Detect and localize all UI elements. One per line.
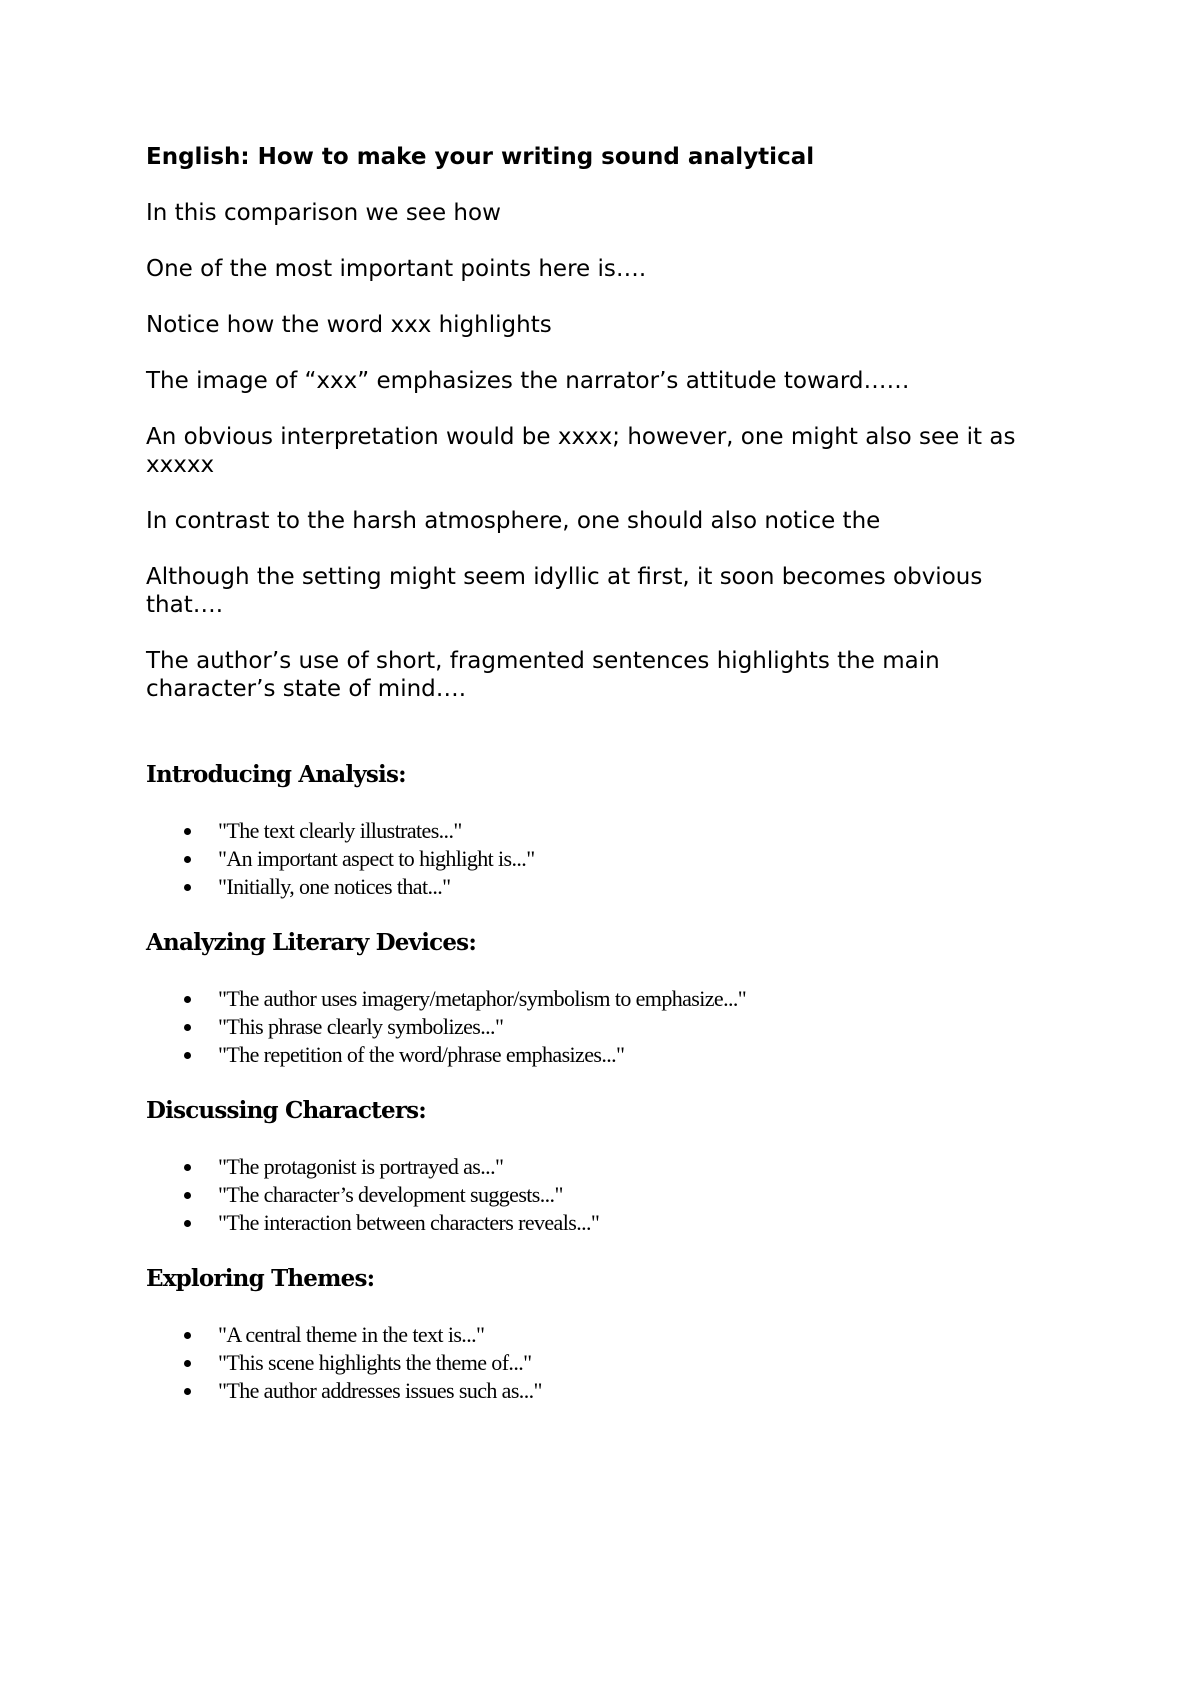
bullet-icon bbox=[184, 856, 191, 863]
list-item-text: "The author addresses issues such as..." bbox=[218, 1378, 542, 1403]
bullet-list-analyzing-literary-devices bbox=[146, 985, 1066, 1069]
list-item-text: "This phrase clearly symbolizes..." bbox=[218, 1014, 504, 1039]
section-heading-introducing-analysis: Introducing Analysis: bbox=[146, 761, 406, 788]
phrase-item: One of the most important points here is…. bbox=[146, 256, 647, 282]
phrase-item: In this comparison we see how bbox=[146, 200, 501, 226]
list-item-text: "This scene highlights the theme of..." bbox=[218, 1350, 532, 1375]
bullet-icon bbox=[184, 1388, 191, 1395]
list-item bbox=[146, 1209, 1066, 1237]
section-heading-exploring-themes: Exploring Themes: bbox=[146, 1265, 375, 1292]
bullet-list-introducing-analysis bbox=[146, 817, 1066, 901]
section-heading-analyzing-literary-devices: Analyzing Literary Devices: bbox=[146, 929, 477, 956]
document-page bbox=[146, 143, 1066, 1433]
list-item bbox=[146, 1377, 1066, 1405]
phrase-item: An obvious interpretation would be xxxx; however, one might also see it as xxxxx bbox=[146, 424, 1016, 478]
phrase-item: The author’s use of short, fragmented sentences highlights the main character’s state of mind…. bbox=[146, 648, 940, 702]
bullet-icon bbox=[184, 1164, 191, 1171]
list-item bbox=[146, 817, 1066, 845]
list-item bbox=[146, 1349, 1066, 1377]
bullet-icon bbox=[184, 884, 191, 891]
list-item-text: "The text clearly illustrates..." bbox=[218, 818, 462, 843]
document-title: English: How to make your writing sound analytical bbox=[146, 144, 815, 170]
bullet-icon bbox=[184, 1024, 191, 1031]
bullet-list-discussing-characters bbox=[146, 1153, 1066, 1237]
bullet-icon bbox=[184, 1220, 191, 1227]
list-item-text: "The protagonist is portrayed as..." bbox=[218, 1154, 504, 1179]
bullet-icon bbox=[184, 1052, 191, 1059]
list-item bbox=[146, 845, 1066, 873]
list-item-text: "The interaction between characters reveals..." bbox=[218, 1210, 600, 1235]
bullet-icon bbox=[184, 1360, 191, 1367]
list-item bbox=[146, 1013, 1066, 1041]
list-item bbox=[146, 985, 1066, 1013]
list-item bbox=[146, 1321, 1066, 1349]
list-item bbox=[146, 1181, 1066, 1209]
list-item bbox=[146, 1153, 1066, 1181]
list-item bbox=[146, 1041, 1066, 1069]
list-item-text: "The author uses imagery/metaphor/symbolism to emphasize..." bbox=[218, 986, 747, 1011]
bullet-icon bbox=[184, 1192, 191, 1199]
list-item bbox=[146, 873, 1066, 901]
section-heading-discussing-characters: Discussing Characters: bbox=[146, 1097, 426, 1124]
list-item-text: "The character’s development suggests..." bbox=[218, 1182, 563, 1207]
list-item-text: "The repetition of the word/phrase emphasizes..." bbox=[218, 1042, 625, 1067]
bullet-icon bbox=[184, 996, 191, 1003]
list-item-text: "An important aspect to highlight is..." bbox=[218, 846, 535, 871]
phrase-item: In contrast to the harsh atmosphere, one should also notice the bbox=[146, 508, 881, 534]
list-item-text: "Initially, one notices that..." bbox=[218, 874, 451, 899]
list-item-text: "A central theme in the text is..." bbox=[218, 1322, 485, 1347]
bullet-icon bbox=[184, 1332, 191, 1339]
section-spacer bbox=[146, 731, 1066, 761]
phrase-item: Notice how the word xxx highlights bbox=[146, 312, 552, 338]
bullet-list-exploring-themes bbox=[146, 1321, 1066, 1405]
phrase-item: The image of “xxx” emphasizes the narrator’s attitude toward…… bbox=[146, 368, 910, 394]
bullet-icon bbox=[184, 828, 191, 835]
phrase-item: Although the setting might seem idyllic at first, it soon becomes obvious that…. bbox=[146, 564, 983, 618]
